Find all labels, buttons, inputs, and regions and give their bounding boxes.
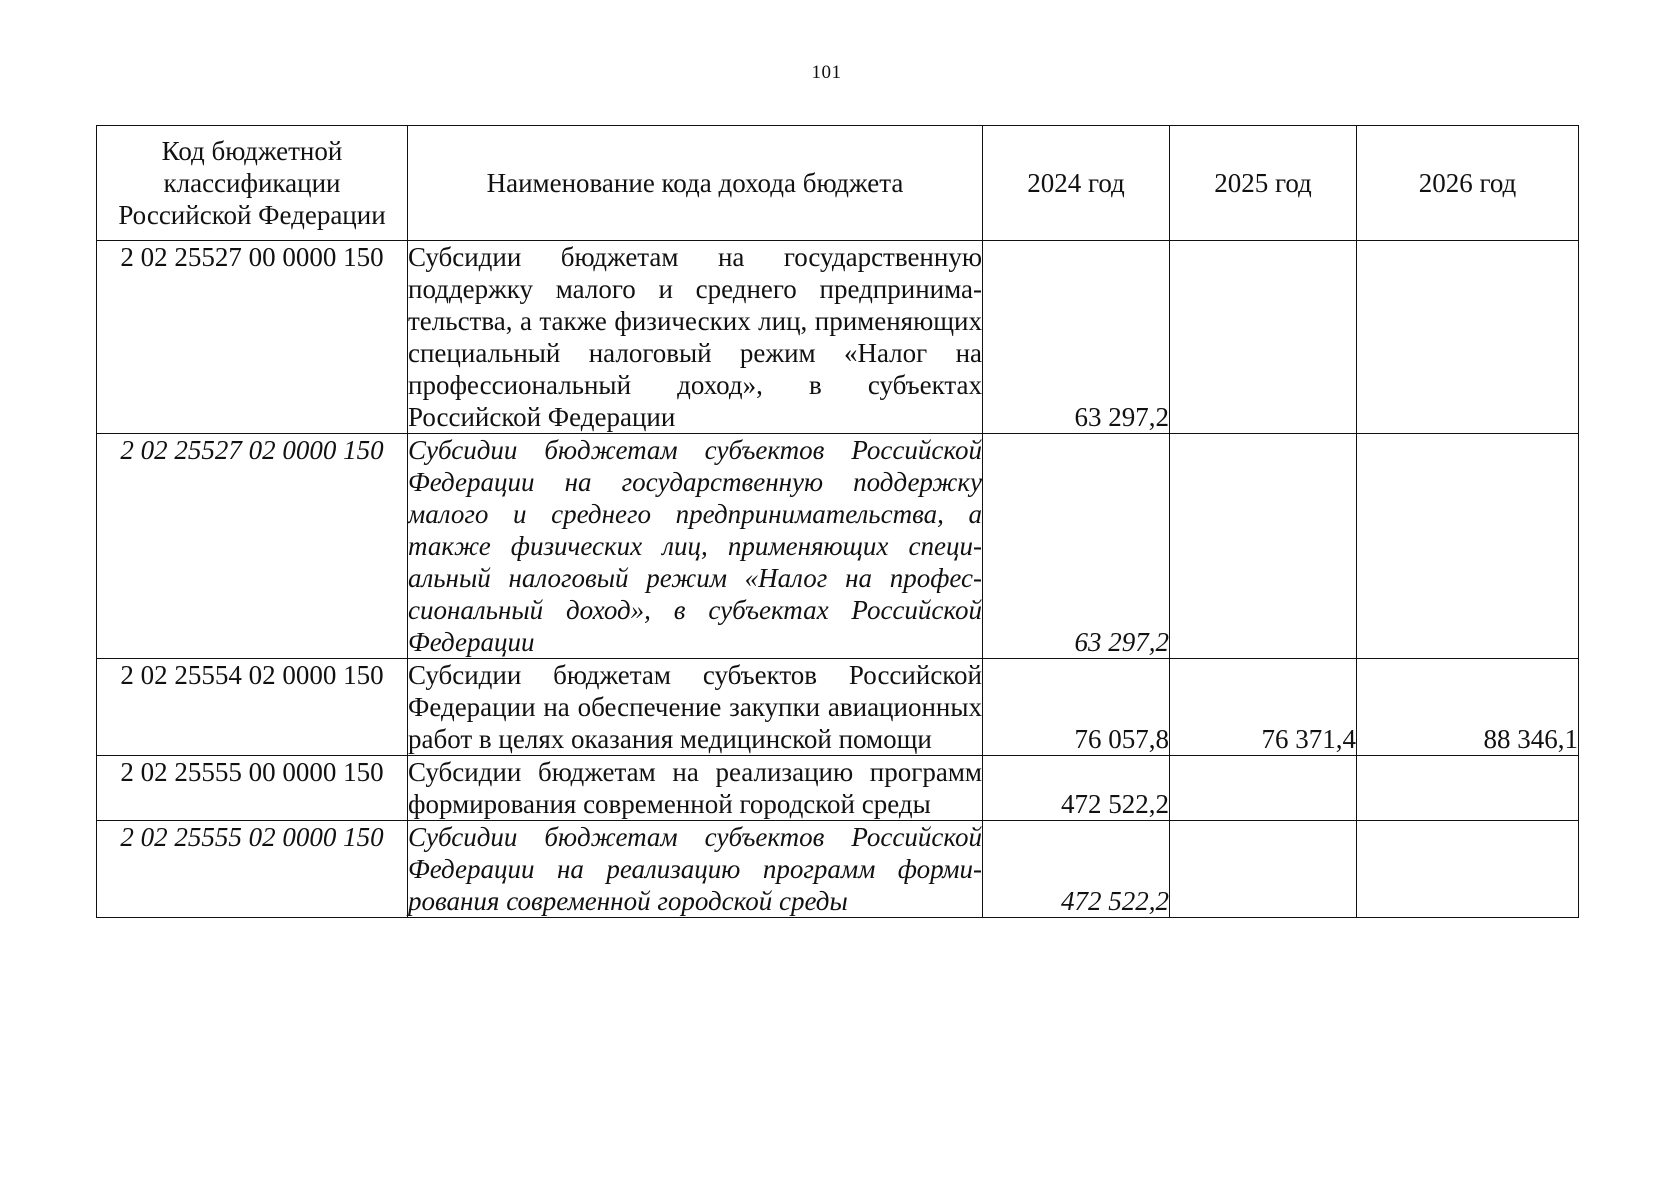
code-cell: 2 02 25555 00 0000 150 xyxy=(97,756,408,821)
table-row xyxy=(97,821,1579,918)
value-2025-cell xyxy=(1170,241,1357,434)
value-2024-cell: 63 297,2 xyxy=(983,241,1170,434)
table-header-row xyxy=(97,126,1579,241)
value-2025-cell xyxy=(1170,756,1357,821)
value-2026-cell xyxy=(1357,434,1579,659)
code-cell: 2 02 25527 00 0000 150 xyxy=(97,241,408,434)
code-cell: 2 02 25554 02 0000 150 xyxy=(97,659,408,756)
code-cell: 2 02 25555 02 0000 150 xyxy=(97,821,408,918)
value-2024-cell: 76 057,8 xyxy=(983,659,1170,756)
header-code: Код бюджетной классификации Российской Федерации xyxy=(97,126,408,241)
name-cell: Субсидии бюджетам на реализацию программ формирования современной городской среды xyxy=(408,757,982,819)
page-number: 101 xyxy=(811,62,842,83)
value-2024-cell: 63 297,2 xyxy=(983,434,1170,659)
value-2026-cell xyxy=(1357,756,1579,821)
header-name: Наименование кода дохода бюджета xyxy=(408,126,983,241)
value-2026-cell xyxy=(1357,241,1579,434)
value-2024-cell: 472 522,2 xyxy=(983,756,1170,821)
budget-table xyxy=(96,125,1579,918)
table-row xyxy=(97,241,1579,434)
value-2026-cell: 88 346,1 xyxy=(1357,659,1579,756)
table-row xyxy=(97,434,1579,659)
table-row xyxy=(97,756,1579,821)
name-cell: Субсидии бюджетам на государственную поддержку малого и среднего предпринимательства, а также физических лиц, применяющих специальный налоговый режим «Налог на профессиональный доход», в субъектах Российской Федерации xyxy=(408,242,982,432)
name-cell: Субсидии бюджетам субъектов Российской Федерации на обеспечение закупки авиационных работ в целях оказания медицинской помощи xyxy=(408,660,982,754)
value-2025-cell xyxy=(1170,434,1357,659)
value-2025-cell: 76 371,4 xyxy=(1170,659,1357,756)
header-2024: 2024 год xyxy=(983,126,1170,241)
name-cell: Субсидии бюджетам субъектов Российской Федерации на государственную поддержку малого и среднего предпринимательства, а также физических лиц, применяющих специальный налоговый режим «Налог на профессиональный доход», в субъектах Российской Федерации xyxy=(408,435,982,657)
table-row xyxy=(97,659,1579,756)
value-2026-cell xyxy=(1357,821,1579,918)
value-2025-cell xyxy=(1170,821,1357,918)
code-cell: 2 02 25527 02 0000 150 xyxy=(97,434,408,659)
header-2026: 2026 год xyxy=(1357,126,1579,241)
value-2024-cell: 472 522,2 xyxy=(983,821,1170,918)
header-2025: 2025 год xyxy=(1170,126,1357,241)
name-cell: Субсидии бюджетам субъектов Российской Федерации на реализацию программ формирования современной городской среды xyxy=(408,822,982,916)
